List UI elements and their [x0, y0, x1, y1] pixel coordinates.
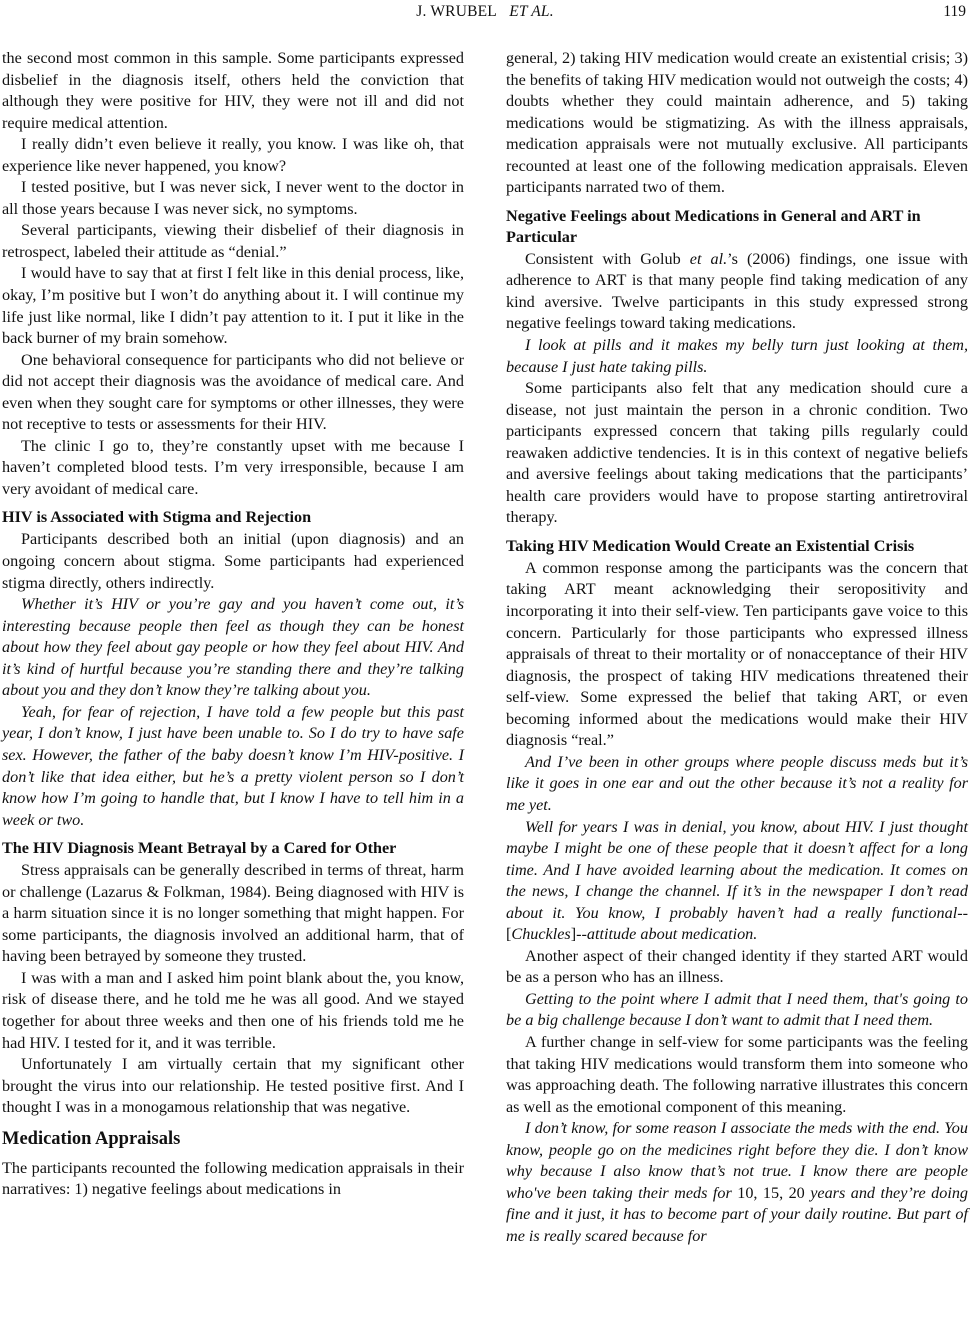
body-paragraph: [2, 220, 464, 263]
body-paragraph: [2, 1054, 464, 1119]
text-run: years and they’re doing fine and it just, it has to become part of your daily routine. But part of me is really scared because for: [506, 1183, 969, 1245]
text-run: ’s (2006) findings, one issue with adherence to ART is that many people find taking medication of any kind aversive. Twelve participants in this study expressed strong negative feelings toward taking medications.: [506, 249, 968, 333]
participant-quote: [506, 1118, 968, 1247]
body-paragraph: [2, 436, 464, 501]
body-paragraph: [506, 48, 968, 199]
text-run: One behavioral consequence for participants who did not believe or did not accept their diagnosis was the avoidance of medical care. And even when they sought care for symptoms or other illnesses, they were not receptive to tests or assessments for their HIV.: [2, 350, 464, 434]
text-run: And I’ve been in other groups where people discuss meds but it’s like it goes in one ear and out the other because it’s not a reality for me yet.: [506, 752, 968, 814]
section-heading: HIV is Associated with Stigma and Rejection: [2, 508, 312, 527]
text-run: Some participants also felt that any medication should cure a disease, not just maintain the person in a chronic condition. Two participants expressed concern that taking pills regularly could reawaken addictive tendencies. It is in this context of negative beliefs and aversive feelings about taking medications that the participants’ health care providers would have to propose starting antiretroviral therapy.: [506, 379, 968, 527]
text-run: I look at pills and it makes my belly turn just looking at them, because I just hate taking pills.: [506, 336, 968, 376]
text-run: A further change in self-view for some participants was the feeling that taking HIV medications would transform them into someone who was approaching death. The following narrative illustrates this concern as well as the emotional component of this meaning.: [506, 1032, 968, 1116]
text-run: I really didn’t even believe it really, you know. I was like oh, that experience like never happened, you know?: [2, 135, 464, 175]
section-heading: Negative Feelings about Medications in General and ART in Particular: [506, 206, 921, 246]
text-run: [: [506, 925, 512, 944]
participant-quote: [2, 702, 464, 831]
participant-quote: [506, 335, 968, 378]
body-paragraph: [2, 529, 464, 594]
text-run: the second most common in this sample. Some participants expressed disbelief in the diagnosis itself, others held the conviction that although they were positive for HIV, they were not ill and did not require medical attention.: [2, 49, 464, 132]
text-run: I tested positive, but I was never sick, I never went to the doctor in all those years because I was never sick, no symptoms.: [2, 178, 464, 218]
section-heading: Taking HIV Medication Would Create an Existential Crisis: [506, 536, 915, 555]
running-header-authors: [0, 3, 970, 21]
text-run: Consistent with Golub: [525, 249, 690, 268]
body-paragraph: [2, 177, 464, 220]
text-run: Getting to the point where I admit that I need them, that's going to be a big challenge because I don’t want to admit that I need them.: [506, 989, 968, 1030]
text-run: --attitude about medication.: [576, 925, 758, 944]
text-run: Well for years I was in denial, you know, about HIV. I just thought maybe I might be one of these people that it doesn’t affect for a long time. And I have avoided learning about the medication. It comes on the news, I change the channel. If it’s in the newspaper I don’t read about it. You know, I probably haven’t had a really functional--: [506, 817, 968, 922]
text-run: Chuckles: [511, 925, 571, 944]
participant-quote: [506, 989, 968, 1032]
body-paragraph: [506, 558, 968, 752]
body-paragraph: [506, 249, 968, 335]
body-paragraph: [2, 350, 464, 436]
text-run: Yeah, for fear of rejection, I have told a few people but this past year, I don’t know, I just have been unable to. So I do try to have safe sex. However, the father of the baby doesn’t know I’m HIV-positive. I don’t like that idea either, but he’s a pretty violent person so I don’t know how I’m going to handle that, but I know I have to tell him in a week or two.: [2, 702, 464, 829]
text-run: Another aspect of their changed identity if they started ART would be as a person who has an illness.: [506, 946, 968, 987]
body-paragraph: [2, 1158, 464, 1201]
running-header: [0, 3, 970, 23]
text-run: Stress appraisals can be generally described in terms of threat, harm or challenge (Lazarus & Folkman, 1984). Being diagnosed with HIV is a harm situation since it is no longer something that might happen. For some participants, the diagnosis involved an additional harm, that of having been betrayed by someone they trusted.: [2, 861, 464, 966]
body-paragraph: [2, 860, 464, 968]
body-paragraph: [506, 378, 968, 529]
text-run: 10, 15, 20: [737, 1183, 805, 1202]
text-run: I would have to say that at first I felt like in this denial process, like, okay, I’m positive but I won’t do anything about it. I will continue my life just like normal, like I didn’t pay attention to it. I put it like in the back burner of my brain somehow.: [2, 264, 464, 348]
text-run: A common response among the participants was the concern that taking ART meant acknowledging their seropositivity and incorporating it into their self-view. Ten participants gave voice to this concern. Particularly for those participants who expressed illness appraisals of threat to their mortality or of nonacceptance of their HIV diagnosis, the prospect of taking HIV medications threatened their self-view. Some expressed the belief that taking ART, or even becoming informed about the medications would make their HIV diagnosis “real.”: [506, 558, 968, 750]
text-run: et al.: [689, 249, 728, 268]
body-paragraph: [506, 1032, 968, 1118]
text-run: Several participants, viewing their disbelief of their diagnosis in retrospect, labeled their attitude as “denial.”: [2, 221, 464, 261]
section-heading: Medication Appraisals: [2, 1128, 181, 1149]
text-run: The clinic I go to, they’re constantly upset with me because I haven’t completed blood tests. I’m very irresponsible, because I am very avoidant of medical care.: [2, 436, 464, 498]
left-column: [2, 48, 464, 1201]
body-paragraph: [2, 48, 464, 134]
page-number: 119: [943, 3, 966, 20]
right-column: [506, 48, 968, 1247]
text-run: The participants recounted the following medication appraisals in their narratives: 1) negative feelings about medications in: [2, 1158, 464, 1199]
text-run: Whether it’s HIV or you’re gay and you haven’t come out, it’s interesting because people then feel as though they can be honest about how they feel about gay people or how they feel about HIV. And it’s kind of hurtful because you’re standing there and they’re talking about you and they don’t know they’re talking about you.: [2, 595, 464, 700]
body-paragraph: [2, 263, 464, 349]
body-paragraph: [2, 134, 464, 177]
body-paragraph: [506, 946, 968, 989]
participant-quote: [2, 594, 464, 702]
text-run: general, 2) taking HIV medication would create an existential crisis; 3) the benefits of taking HIV medication would not outweigh the costs; 4) doubts whether they could maintain adherence, and 5) taking medications would be stigmatizing. As with the illness appraisals, medication appraisals were not mutually exclusive. All participants recounted at least one of the following medication appraisals. Eleven participants narrated two of them.: [506, 49, 968, 197]
text-run: I don’t know, for some reason I associate the meds with the end. You know, people go on the medicines right before they die. I don’t know why because I also know that’s not true. I know there are people who've been taking their meds for: [506, 1119, 968, 1202]
et-al: ET AL.: [509, 3, 554, 20]
author-name: J. WRUBEL: [416, 3, 497, 20]
text-run: Unfortunately I am virtually certain that my significant other brought the virus into our relationship. He tested positive first. And I thought I was in a monogamous relationship that was negative.: [2, 1055, 464, 1117]
text-run: I was with a man and I asked him point blank about the, you know, risk of disease there, and he told me he was all good. And we stayed together for about three weeks and then one of his friends told me he had HIV. I tested for it, and it was terrible.: [2, 968, 464, 1052]
text-run: ]: [570, 925, 577, 944]
participant-quote: [506, 752, 968, 817]
body-paragraph: [2, 968, 464, 1054]
section-heading: The HIV Diagnosis Meant Betrayal by a Cared for Other: [2, 839, 397, 858]
participant-quote: [506, 817, 968, 946]
text-run: Participants described both an initial (upon diagnosis) and an ongoing concern about stigma. Some participants had experienced stigma directly, others indirectly.: [2, 530, 464, 592]
